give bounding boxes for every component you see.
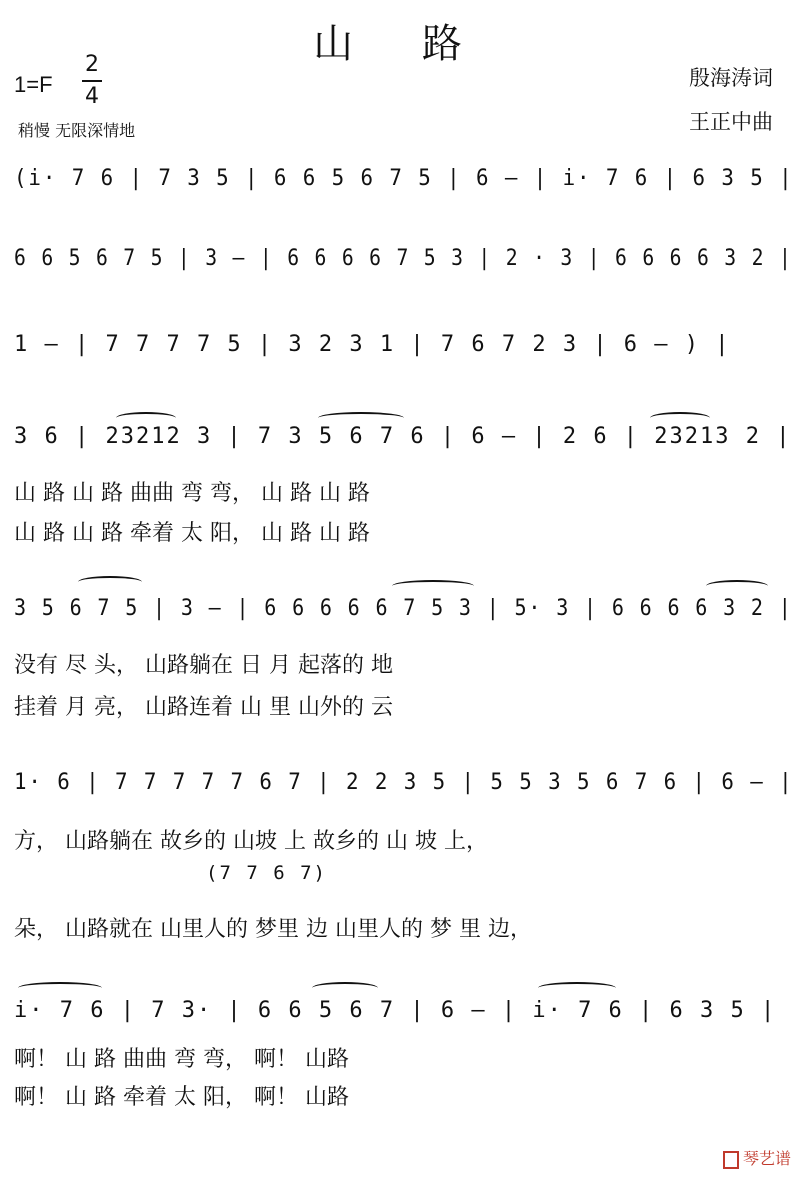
notation-row-3: 1 — | 7 7 7 7 5 | 3 2 3 1 | 7 6 7 2 3 | 6 — ) | [14,332,731,357]
lyric-row-7-verse-2: 啊！ 山 路 牵着 太 阳， 啊！ 山路 [14,1085,349,1110]
notation-row-5: 3 5 6 7 5 | 3 — | 6 6 6 6 6 7 5 3 | 5· 3 | 6 6 6 6 3 2 | [14,596,793,621]
alternate-notes: (7 7 6 7) [206,862,327,884]
logo-icon [723,1151,739,1169]
slur-mark [18,982,102,994]
notation-row-4: 3 6 | 23212 3 | 7 3 5 6 7 6 | 6 — | 2 6 | 23213 2 | [14,424,792,449]
watermark-logo [723,1146,791,1169]
lyric-row-7-verse-1: 啊！ 山 路 曲曲 弯 弯， 啊！ 山路 [14,1047,349,1072]
key-signature: 1=F [14,72,53,97]
song-title: 山 路 [313,21,490,67]
time-sig-bottom: 4 [85,84,99,109]
lyric-row-5-verse-2: 挂着 月 亮， 山路连着 山 里 山外的 云 [14,695,393,720]
slur-mark [650,412,710,424]
slur-mark [706,580,768,592]
lyric-row-4-verse-2: 山 路 山 路 牵着 太 阳， 山 路 山 路 [14,521,370,546]
lyric-row-6-verse-1: 方， 山路躺在 故乡的 山坡 上 故乡的 山 坡 上， [14,829,488,854]
notation-row-6: 1· 6 | 7 7 7 7 7 6 7 | 2 2 3 5 | 5 5 3 5 6 7 6 | 6 — | [14,770,794,795]
slur-mark [538,982,616,994]
composer-credit: 王正中曲 [689,110,773,134]
lyric-row-4-verse-1: 山 路 山 路 曲曲 弯 弯， 山 路 山 路 [14,481,370,506]
notation-row-1: (i· 7 6 | 7 3 5 | 6 6 5 6 7 5 | 6 — | i· 7 6 | 6 3 5 | [14,166,794,191]
slur-mark [392,580,474,592]
slur-mark [116,412,176,424]
slur-mark [312,982,378,994]
slur-mark [78,576,142,588]
notation-row-2: 6 6 5 6 7 5 | 3 — | 6 6 6 6 7 5 3 | 2 · 3 | 6 6 6 6 3 2 | [14,246,793,271]
time-signature [82,52,102,110]
lyric-row-6-verse-2: 朵， 山路就在 山里人的 梦里 边 山里人的 梦 里 边， [14,917,532,942]
slur-mark [318,412,404,424]
watermark-text: 琴艺谱 [742,1149,791,1168]
lyricist-credit: 殷海涛词 [689,66,773,90]
time-sig-line [82,80,102,82]
notation-row-7: i· 7 6 | 7 3· | 6 6 5 6 7 | 6 — | i· 7 6 | 6 3 5 | [14,998,777,1023]
lyric-row-5-verse-1: 没有 尽 头， 山路躺在 日 月 起落的 地 [14,653,393,678]
tempo-marking: 稍慢 无限深情地 [18,121,136,140]
time-sig-top: 2 [85,52,99,77]
